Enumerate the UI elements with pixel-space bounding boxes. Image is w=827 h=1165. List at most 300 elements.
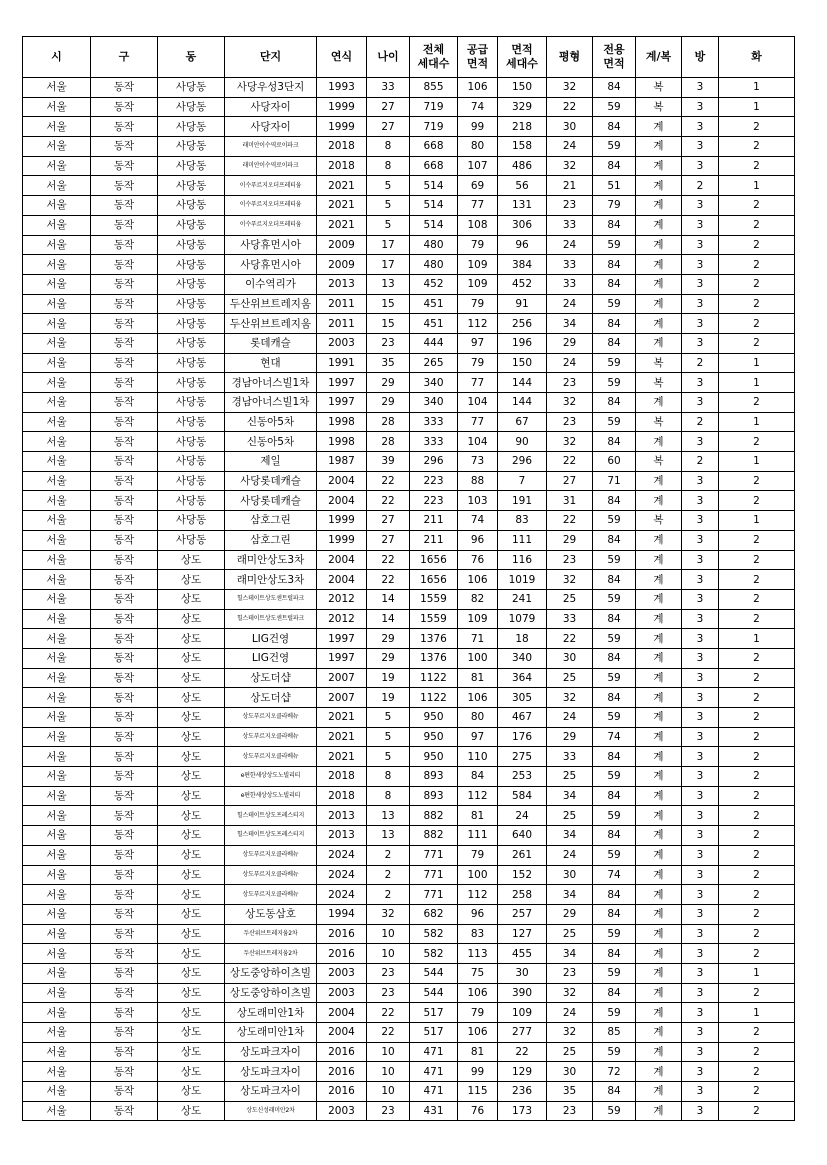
cell-total-households: 893 xyxy=(410,767,458,787)
cell-bathrooms: 2 xyxy=(719,530,795,550)
table-row xyxy=(23,117,795,137)
cell-exclusive-area: 84 xyxy=(593,983,636,1003)
cell-city: 서울 xyxy=(23,196,91,216)
cell-exclusive-area: 71 xyxy=(593,471,636,491)
cell-stair-corridor: 계 xyxy=(636,747,682,767)
cell-bathrooms: 2 xyxy=(719,924,795,944)
cell-supply-area: 73 xyxy=(458,452,498,472)
cell-exclusive-area: 59 xyxy=(593,1003,636,1023)
cell-bathrooms: 2 xyxy=(719,786,795,806)
cell-supply-area: 71 xyxy=(458,629,498,649)
cell-supply-area: 74 xyxy=(458,97,498,117)
cell-city: 서울 xyxy=(23,885,91,905)
cell-age: 8 xyxy=(367,156,410,176)
cell-rooms: 3 xyxy=(682,944,719,964)
cell-stair-corridor: 복 xyxy=(636,97,682,117)
cell-city: 서울 xyxy=(23,491,91,511)
cell-district: 동작 xyxy=(91,747,158,767)
cell-year-built: 2013 xyxy=(317,806,367,826)
table-body xyxy=(23,78,795,1121)
cell-rooms: 3 xyxy=(682,806,719,826)
cell-exclusive-area: 84 xyxy=(593,530,636,550)
cell-dong: 상도 xyxy=(158,1042,225,1062)
cell-area-households: 390 xyxy=(498,983,547,1003)
cell-supply-area: 81 xyxy=(458,806,498,826)
cell-bathrooms: 2 xyxy=(719,432,795,452)
header-stair-corridor: 계/복 xyxy=(636,37,682,78)
cell-supply-area: 77 xyxy=(458,412,498,432)
cell-dong: 사당동 xyxy=(158,294,225,314)
cell-district: 동작 xyxy=(91,786,158,806)
cell-age: 28 xyxy=(367,432,410,452)
cell-dong: 사당동 xyxy=(158,373,225,393)
cell-district: 동작 xyxy=(91,471,158,491)
cell-rooms: 3 xyxy=(682,786,719,806)
cell-age: 27 xyxy=(367,511,410,531)
cell-stair-corridor: 계 xyxy=(636,589,682,609)
cell-area-households: 22 xyxy=(498,1042,547,1062)
cell-city: 서울 xyxy=(23,176,91,196)
cell-dong: 사당동 xyxy=(158,314,225,334)
cell-dong: 상도 xyxy=(158,550,225,570)
header-row xyxy=(23,37,795,78)
cell-rooms: 3 xyxy=(682,274,719,294)
cell-year-built: 1987 xyxy=(317,452,367,472)
cell-stair-corridor: 계 xyxy=(636,471,682,491)
cell-age: 22 xyxy=(367,471,410,491)
cell-year-built: 2021 xyxy=(317,747,367,767)
cell-age: 22 xyxy=(367,491,410,511)
cell-supply-area: 113 xyxy=(458,944,498,964)
cell-dong: 사당동 xyxy=(158,117,225,137)
cell-area-households: 584 xyxy=(498,786,547,806)
cell-stair-corridor: 계 xyxy=(636,708,682,728)
cell-dong: 상도 xyxy=(158,826,225,846)
cell-rooms: 3 xyxy=(682,530,719,550)
cell-complex: 상도신성래미안2차 xyxy=(225,1101,317,1121)
cell-city: 서울 xyxy=(23,786,91,806)
cell-exclusive-area: 74 xyxy=(593,727,636,747)
cell-stair-corridor: 계 xyxy=(636,530,682,550)
cell-year-built: 2013 xyxy=(317,826,367,846)
cell-pyeong: 34 xyxy=(547,314,593,334)
cell-pyeong: 32 xyxy=(547,78,593,98)
cell-dong: 상도 xyxy=(158,589,225,609)
cell-rooms: 3 xyxy=(682,235,719,255)
cell-stair-corridor: 계 xyxy=(636,1082,682,1102)
cell-city: 서울 xyxy=(23,806,91,826)
cell-age: 22 xyxy=(367,1023,410,1043)
cell-total-households: 1122 xyxy=(410,688,458,708)
table-row xyxy=(23,255,795,275)
cell-city: 서울 xyxy=(23,353,91,373)
cell-bathrooms: 2 xyxy=(719,274,795,294)
cell-district: 동작 xyxy=(91,333,158,353)
cell-stair-corridor: 계 xyxy=(636,1003,682,1023)
cell-supply-area: 80 xyxy=(458,708,498,728)
cell-dong: 상도 xyxy=(158,708,225,728)
cell-stair-corridor: 계 xyxy=(636,432,682,452)
cell-supply-area: 104 xyxy=(458,432,498,452)
cell-supply-area: 106 xyxy=(458,1023,498,1043)
cell-supply-area: 112 xyxy=(458,314,498,334)
cell-area-households: 173 xyxy=(498,1101,547,1121)
cell-rooms: 3 xyxy=(682,668,719,688)
cell-dong: 상도 xyxy=(158,845,225,865)
cell-area-households: 150 xyxy=(498,353,547,373)
cell-year-built: 2004 xyxy=(317,1023,367,1043)
cell-age: 23 xyxy=(367,333,410,353)
cell-bathrooms: 1 xyxy=(719,412,795,432)
cell-total-households: 682 xyxy=(410,904,458,924)
cell-total-households: 950 xyxy=(410,727,458,747)
cell-total-households: 668 xyxy=(410,137,458,157)
cell-stair-corridor: 계 xyxy=(636,904,682,924)
cell-pyeong: 33 xyxy=(547,274,593,294)
cell-complex: 상도파크자이 xyxy=(225,1062,317,1082)
cell-city: 서울 xyxy=(23,235,91,255)
cell-supply-area: 84 xyxy=(458,767,498,787)
cell-rooms: 3 xyxy=(682,767,719,787)
table-row xyxy=(23,629,795,649)
cell-city: 서울 xyxy=(23,983,91,1003)
cell-pyeong: 27 xyxy=(547,471,593,491)
cell-supply-area: 100 xyxy=(458,865,498,885)
cell-supply-area: 79 xyxy=(458,294,498,314)
cell-supply-area: 106 xyxy=(458,688,498,708)
cell-total-households: 582 xyxy=(410,944,458,964)
cell-pyeong: 23 xyxy=(547,550,593,570)
table-row xyxy=(23,412,795,432)
cell-total-households: 431 xyxy=(410,1101,458,1121)
cell-area-households: 236 xyxy=(498,1082,547,1102)
cell-bathrooms: 2 xyxy=(719,570,795,590)
cell-city: 서울 xyxy=(23,255,91,275)
cell-supply-area: 79 xyxy=(458,353,498,373)
cell-exclusive-area: 59 xyxy=(593,629,636,649)
cell-area-households: 176 xyxy=(498,727,547,747)
cell-exclusive-area: 84 xyxy=(593,432,636,452)
header-total-households: 전체 세대수 xyxy=(410,37,458,78)
cell-stair-corridor: 계 xyxy=(636,826,682,846)
cell-supply-area: 82 xyxy=(458,589,498,609)
cell-complex: 신동아5차 xyxy=(225,412,317,432)
cell-total-households: 480 xyxy=(410,255,458,275)
cell-exclusive-area: 59 xyxy=(593,963,636,983)
cell-age: 22 xyxy=(367,570,410,590)
cell-supply-area: 99 xyxy=(458,1062,498,1082)
cell-rooms: 3 xyxy=(682,511,719,531)
cell-exclusive-area: 84 xyxy=(593,215,636,235)
cell-district: 동작 xyxy=(91,865,158,885)
cell-stair-corridor: 계 xyxy=(636,688,682,708)
cell-age: 5 xyxy=(367,747,410,767)
cell-complex: 경남아너스빌1차 xyxy=(225,373,317,393)
cell-pyeong: 31 xyxy=(547,491,593,511)
cell-stair-corridor: 계 xyxy=(636,117,682,137)
cell-rooms: 3 xyxy=(682,570,719,590)
cell-total-households: 471 xyxy=(410,1082,458,1102)
cell-bathrooms: 1 xyxy=(719,1003,795,1023)
apartment-table xyxy=(22,36,795,1121)
cell-age: 27 xyxy=(367,97,410,117)
cell-total-households: 333 xyxy=(410,412,458,432)
cell-complex: 삼호그린 xyxy=(225,530,317,550)
cell-district: 동작 xyxy=(91,215,158,235)
cell-pyeong: 24 xyxy=(547,235,593,255)
cell-year-built: 2021 xyxy=(317,176,367,196)
cell-pyeong: 33 xyxy=(547,609,593,629)
cell-age: 19 xyxy=(367,668,410,688)
cell-year-built: 1999 xyxy=(317,511,367,531)
cell-rooms: 3 xyxy=(682,432,719,452)
cell-year-built: 2004 xyxy=(317,550,367,570)
cell-pyeong: 34 xyxy=(547,944,593,964)
cell-rooms: 3 xyxy=(682,708,719,728)
cell-exclusive-area: 84 xyxy=(593,274,636,294)
cell-supply-area: 80 xyxy=(458,137,498,157)
cell-rooms: 3 xyxy=(682,845,719,865)
cell-supply-area: 76 xyxy=(458,1101,498,1121)
cell-year-built: 2016 xyxy=(317,1082,367,1102)
cell-area-households: 256 xyxy=(498,314,547,334)
cell-age: 14 xyxy=(367,609,410,629)
table-row xyxy=(23,156,795,176)
cell-pyeong: 29 xyxy=(547,727,593,747)
cell-dong: 사당동 xyxy=(158,78,225,98)
cell-bathrooms: 2 xyxy=(719,589,795,609)
cell-total-households: 882 xyxy=(410,826,458,846)
header-pyeong: 평형 xyxy=(547,37,593,78)
cell-bathrooms: 2 xyxy=(719,235,795,255)
cell-exclusive-area: 59 xyxy=(593,708,636,728)
table-row xyxy=(23,393,795,413)
cell-exclusive-area: 84 xyxy=(593,570,636,590)
cell-rooms: 3 xyxy=(682,727,719,747)
cell-area-households: 486 xyxy=(498,156,547,176)
cell-complex: 이수푸르지오더프레티움 xyxy=(225,176,317,196)
cell-year-built: 2003 xyxy=(317,333,367,353)
cell-supply-area: 81 xyxy=(458,1042,498,1062)
cell-year-built: 2011 xyxy=(317,314,367,334)
cell-complex: 사당우성3단지 xyxy=(225,78,317,98)
cell-bathrooms: 1 xyxy=(719,97,795,117)
cell-year-built: 2018 xyxy=(317,786,367,806)
cell-city: 서울 xyxy=(23,274,91,294)
cell-bathrooms: 2 xyxy=(719,609,795,629)
cell-dong: 사당동 xyxy=(158,511,225,531)
cell-stair-corridor: 계 xyxy=(636,1101,682,1121)
cell-pyeong: 22 xyxy=(547,511,593,531)
cell-district: 동작 xyxy=(91,1023,158,1043)
cell-complex: 사당롯데캐슬 xyxy=(225,471,317,491)
table-row xyxy=(23,589,795,609)
cell-complex: 사당자이 xyxy=(225,117,317,137)
cell-rooms: 3 xyxy=(682,648,719,668)
cell-complex: 두산위브트레지움 xyxy=(225,314,317,334)
cell-stair-corridor: 계 xyxy=(636,137,682,157)
table-row xyxy=(23,235,795,255)
cell-bathrooms: 2 xyxy=(719,806,795,826)
cell-district: 동작 xyxy=(91,530,158,550)
cell-stair-corridor: 계 xyxy=(636,629,682,649)
cell-district: 동작 xyxy=(91,1062,158,1082)
cell-year-built: 2004 xyxy=(317,491,367,511)
cell-year-built: 2018 xyxy=(317,137,367,157)
cell-complex: 상도더샵 xyxy=(225,668,317,688)
header-exclusive-area: 전용 면적 xyxy=(593,37,636,78)
cell-complex: 상도푸르지오클라베뉴 xyxy=(225,747,317,767)
cell-stair-corridor: 계 xyxy=(636,865,682,885)
cell-stair-corridor: 복 xyxy=(636,373,682,393)
cell-complex: LIG건영 xyxy=(225,629,317,649)
table-row xyxy=(23,333,795,353)
cell-bathrooms: 2 xyxy=(719,1062,795,1082)
cell-total-households: 950 xyxy=(410,747,458,767)
cell-exclusive-area: 84 xyxy=(593,609,636,629)
cell-rooms: 3 xyxy=(682,196,719,216)
table-row xyxy=(23,353,795,373)
cell-total-households: 771 xyxy=(410,845,458,865)
cell-dong: 상도 xyxy=(158,609,225,629)
cell-exclusive-area: 84 xyxy=(593,314,636,334)
cell-pyeong: 32 xyxy=(547,432,593,452)
cell-stair-corridor: 계 xyxy=(636,648,682,668)
cell-city: 서울 xyxy=(23,215,91,235)
cell-total-households: 771 xyxy=(410,885,458,905)
cell-pyeong: 29 xyxy=(547,333,593,353)
cell-city: 서울 xyxy=(23,1082,91,1102)
cell-area-households: 640 xyxy=(498,826,547,846)
cell-complex: LIG건영 xyxy=(225,648,317,668)
cell-area-households: 144 xyxy=(498,393,547,413)
cell-bathrooms: 2 xyxy=(719,727,795,747)
cell-district: 동작 xyxy=(91,117,158,137)
table-row xyxy=(23,668,795,688)
cell-rooms: 3 xyxy=(682,865,719,885)
cell-total-households: 211 xyxy=(410,511,458,531)
cell-stair-corridor: 계 xyxy=(636,570,682,590)
cell-rooms: 3 xyxy=(682,1101,719,1121)
cell-total-households: 1559 xyxy=(410,609,458,629)
cell-supply-area: 97 xyxy=(458,333,498,353)
cell-complex: 힐스테이트상도프레스티지 xyxy=(225,826,317,846)
cell-district: 동작 xyxy=(91,274,158,294)
cell-supply-area: 100 xyxy=(458,648,498,668)
cell-exclusive-area: 84 xyxy=(593,904,636,924)
header-age: 나이 xyxy=(367,37,410,78)
cell-bathrooms: 2 xyxy=(719,196,795,216)
cell-district: 동작 xyxy=(91,452,158,472)
cell-rooms: 3 xyxy=(682,491,719,511)
cell-year-built: 1998 xyxy=(317,432,367,452)
cell-pyeong: 24 xyxy=(547,294,593,314)
cell-dong: 사당동 xyxy=(158,353,225,373)
cell-year-built: 2009 xyxy=(317,255,367,275)
cell-exclusive-area: 84 xyxy=(593,78,636,98)
cell-total-households: 340 xyxy=(410,373,458,393)
cell-supply-area: 79 xyxy=(458,1003,498,1023)
cell-total-households: 771 xyxy=(410,865,458,885)
cell-total-households: 544 xyxy=(410,983,458,1003)
table-row xyxy=(23,452,795,472)
cell-dong: 사당동 xyxy=(158,137,225,157)
cell-bathrooms: 2 xyxy=(719,393,795,413)
cell-city: 서울 xyxy=(23,78,91,98)
cell-area-households: 340 xyxy=(498,648,547,668)
cell-complex: 경남아너스빌1차 xyxy=(225,393,317,413)
cell-age: 8 xyxy=(367,767,410,787)
cell-area-households: 127 xyxy=(498,924,547,944)
cell-total-households: 471 xyxy=(410,1062,458,1082)
cell-supply-area: 96 xyxy=(458,904,498,924)
cell-pyeong: 34 xyxy=(547,786,593,806)
cell-city: 서울 xyxy=(23,156,91,176)
cell-exclusive-area: 84 xyxy=(593,255,636,275)
table-row xyxy=(23,1023,795,1043)
table-row xyxy=(23,491,795,511)
cell-bathrooms: 1 xyxy=(719,963,795,983)
cell-pyeong: 24 xyxy=(547,1003,593,1023)
cell-age: 13 xyxy=(367,826,410,846)
cell-city: 서울 xyxy=(23,767,91,787)
cell-exclusive-area: 84 xyxy=(593,786,636,806)
cell-city: 서울 xyxy=(23,333,91,353)
cell-district: 동작 xyxy=(91,1003,158,1023)
cell-exclusive-area: 51 xyxy=(593,176,636,196)
cell-exclusive-area: 59 xyxy=(593,806,636,826)
cell-total-households: 223 xyxy=(410,471,458,491)
cell-dong: 사당동 xyxy=(158,333,225,353)
cell-dong: 사당동 xyxy=(158,196,225,216)
cell-pyeong: 29 xyxy=(547,530,593,550)
cell-area-households: 275 xyxy=(498,747,547,767)
table-header xyxy=(23,37,795,78)
cell-complex: e편한세상상도노빌리티 xyxy=(225,786,317,806)
cell-bathrooms: 2 xyxy=(719,1082,795,1102)
cell-age: 29 xyxy=(367,373,410,393)
cell-stair-corridor: 복 xyxy=(636,353,682,373)
cell-district: 동작 xyxy=(91,196,158,216)
cell-year-built: 2018 xyxy=(317,156,367,176)
cell-rooms: 3 xyxy=(682,747,719,767)
cell-age: 8 xyxy=(367,786,410,806)
cell-year-built: 2003 xyxy=(317,1101,367,1121)
cell-bathrooms: 2 xyxy=(719,648,795,668)
cell-district: 동작 xyxy=(91,944,158,964)
cell-age: 14 xyxy=(367,589,410,609)
cell-area-households: 7 xyxy=(498,471,547,491)
cell-year-built: 2007 xyxy=(317,668,367,688)
cell-age: 10 xyxy=(367,1062,410,1082)
cell-city: 서울 xyxy=(23,944,91,964)
cell-district: 동작 xyxy=(91,314,158,334)
cell-city: 서울 xyxy=(23,648,91,668)
table-row xyxy=(23,511,795,531)
cell-rooms: 2 xyxy=(682,412,719,432)
cell-rooms: 2 xyxy=(682,452,719,472)
cell-dong: 사당동 xyxy=(158,235,225,255)
cell-bathrooms: 2 xyxy=(719,885,795,905)
cell-total-households: 444 xyxy=(410,333,458,353)
cell-district: 동작 xyxy=(91,1042,158,1062)
cell-area-households: 384 xyxy=(498,255,547,275)
cell-pyeong: 23 xyxy=(547,196,593,216)
cell-city: 서울 xyxy=(23,511,91,531)
cell-total-households: 514 xyxy=(410,176,458,196)
cell-rooms: 3 xyxy=(682,156,719,176)
cell-stair-corridor: 계 xyxy=(636,727,682,747)
